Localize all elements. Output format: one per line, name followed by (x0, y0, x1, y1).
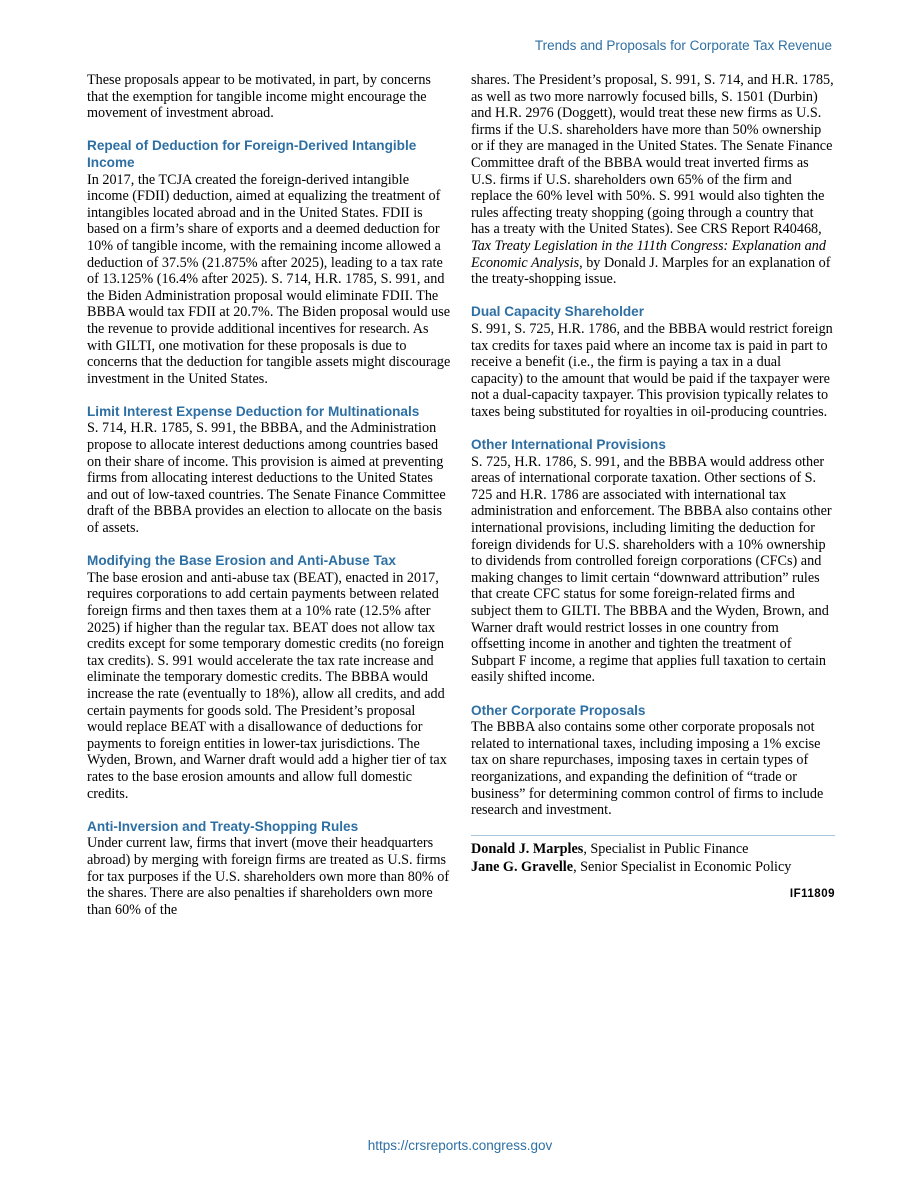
right-column (471, 72, 835, 903)
section-body-dual-capacity: S. 991, S. 725, H.R. 1786, and the BBBA would restrict foreign tax credits for taxes paid where an income tax is paid in part to receive a benefit (i.e., the firm is paying a tax in a dual capacity) to the amount that would be paid if the taxpayer were not a dual-capacity taxpayer. This provision typically relates to taxes being substituted for royalties in oil-producing countries. (471, 320, 833, 420)
author-title: , Specialist in Public Finance (583, 841, 749, 858)
section-heading-corporate: Other Corporate Proposals (471, 702, 646, 718)
section-body-corporate: The BBBA also contains some other corporate proposals not related to international taxes, including imposing a 1% excise tax on share repurchases, imposing taxes in certain types of reorganizations, and expanding the definition of “trade or business” for determining common control of firms to include research and investment. (471, 719, 824, 819)
inversion-text-part1: shares. The President’s proposal, S. 991, S. 714, and H.R. 1785, as well as two more narrowly focused bills, S. 1501 (Durbin) and H.R. 2976 (Doggett), would treat these new firms as U.S. firms if the U.S. shareholders have more than 50% ownership or if they are managed in the United States. The Senate Finance Committee draft of the BBBA would treat inverted firms as U.S. firms if U.S. shareholders own 65% of the firm and replace the 60% level with 50%. S. 991 would also tighten the rules affecting treaty shopping (going through a country that has a treaty with the United States). See CRS Report R40468, (471, 72, 834, 238)
author-name: Jane G. Gravelle (471, 859, 574, 876)
left-column (87, 72, 451, 935)
document-id: IF11809 (789, 888, 835, 901)
section-heading-inversion: Anti-Inversion and Treaty-Shopping Rules (87, 818, 359, 834)
section-heading-international: Other International Provisions (471, 437, 666, 453)
section-body-fdii: In 2017, the TCJA created the foreign-derived intangible income (FDII) deduction, aimed at equalizing the treatment of intangibles located abroad and in the United States. FDII is based on a firm’s share of exports and a deemed deduction for 10% of tangible income, with the remaining income allowed a deduction of 37.5% (21.875% after 2025), leading to a tax rate of 13.125% (16.4% after 2025). S. 714, H.R. 1785, S. 991, and the Biden Administration proposal would eliminate FDII. The BBBA would tax FDII at 20.7%. The Biden proposal would use the revenue to provide additional incentives for research. As with GILTI, one motivation for these proposals is due to concerns that the deduction for tangible assets might discourage investment in the United States. (87, 171, 451, 387)
running-header: Trends and Proposals for Corporate Tax Revenue (534, 38, 832, 53)
section-body-inversion-continued (471, 72, 835, 288)
author-line (471, 840, 835, 858)
section-heading-interest: Limit Interest Expense Deduction for Multinationals (87, 403, 420, 419)
author-line (471, 858, 835, 876)
footer-link[interactable]: https://crsreports.congress.gov (367, 1138, 553, 1153)
section-heading-dual-capacity: Dual Capacity Shareholder (471, 304, 644, 320)
section-body-international: S. 725, H.R. 1786, S. 991, and the BBBA would address other areas of international corporate taxation. Other sections of S. 725 and H.R. 1786 are associated with international tax administration and enforcement. The BBBA also contains other international provisions, including limiting the deduction for foreign dividends for U.S. shareholders with a 10% ownership to dividends from controlled foreign corporations (CFCs) and making changes to limit certain “downward attribution” rules that create CFC status for some foreign-related firms and subject them to GILTI. The BBBA and the Wyden, Brown, and Warner draft would restrict losses in one country from offsetting income in another and tighten the treatment of Subpart F income, a regime that applies full taxation to certain easily shifted income. (471, 453, 832, 686)
author-name: Donald J. Marples (471, 841, 584, 858)
section-body-interest: S. 714, H.R. 1785, S. 991, the BBBA, and the Administration propose to allocate interest deductions among countries based on their share of income. This provision is aimed at preventing firms from allocating interest deductions to the United States and out of low-taxed countries. The Senate Finance Committee draft of the BBBA provides an election to allocate on the basis of assets. (87, 420, 446, 537)
section-heading-fdii: Repeal of Deduction for Foreign-Derived Intangible Income (87, 138, 417, 170)
section-body-beat: The base erosion and anti-abuse tax (BEAT), enacted in 2017, requires corporations to add certain payments between related foreign firms and then taxes them at a 10% rate (12.5% after 2025) if higher than the regular tax. BEAT does not allow tax credits except for some temporary domestic credits (no foreign tax credits). S. 991 would accelerate the tax rate increase and eliminate the temporary domestic credits. The BBBA would increase the rate (eventually to 18%), allow all credits, and add certain payments for goods sold. The President’s proposal would replace BEAT with a disallowance of deductions for payments to foreign entities in lower-tax jurisdictions. The Wyden, Brown, and Warner draft would add a higher tier of tax rates to the base erosion amounts and allow full domestic credits. (87, 569, 447, 802)
inversion-text-part2: , by Donald J. Marples for an explanation of the treaty-shopping issue. (471, 254, 831, 288)
section-body-inversion: Under current law, firms that invert (move their headquarters abroad) by merging with foreign firms are treated as U.S. firms for tax purposes if the U.S. shareholders own more than 80% of the shares. There are also penalties if shareholders own more than 60% of the (87, 835, 450, 918)
author-title: , Senior Specialist in Economic Policy (573, 859, 792, 876)
intro-paragraph: These proposals appear to be motivated, in part, by concerns that the exemption for tangible income might encourage the movement of investment abroad. (87, 72, 431, 122)
section-heading-beat: Modifying the Base Erosion and Anti-Abuse Tax (87, 553, 396, 569)
author-divider (471, 835, 835, 836)
report-title: Tax Treaty Legislation in the 111th Congress: Explanation and Economic Analysis (471, 237, 826, 271)
